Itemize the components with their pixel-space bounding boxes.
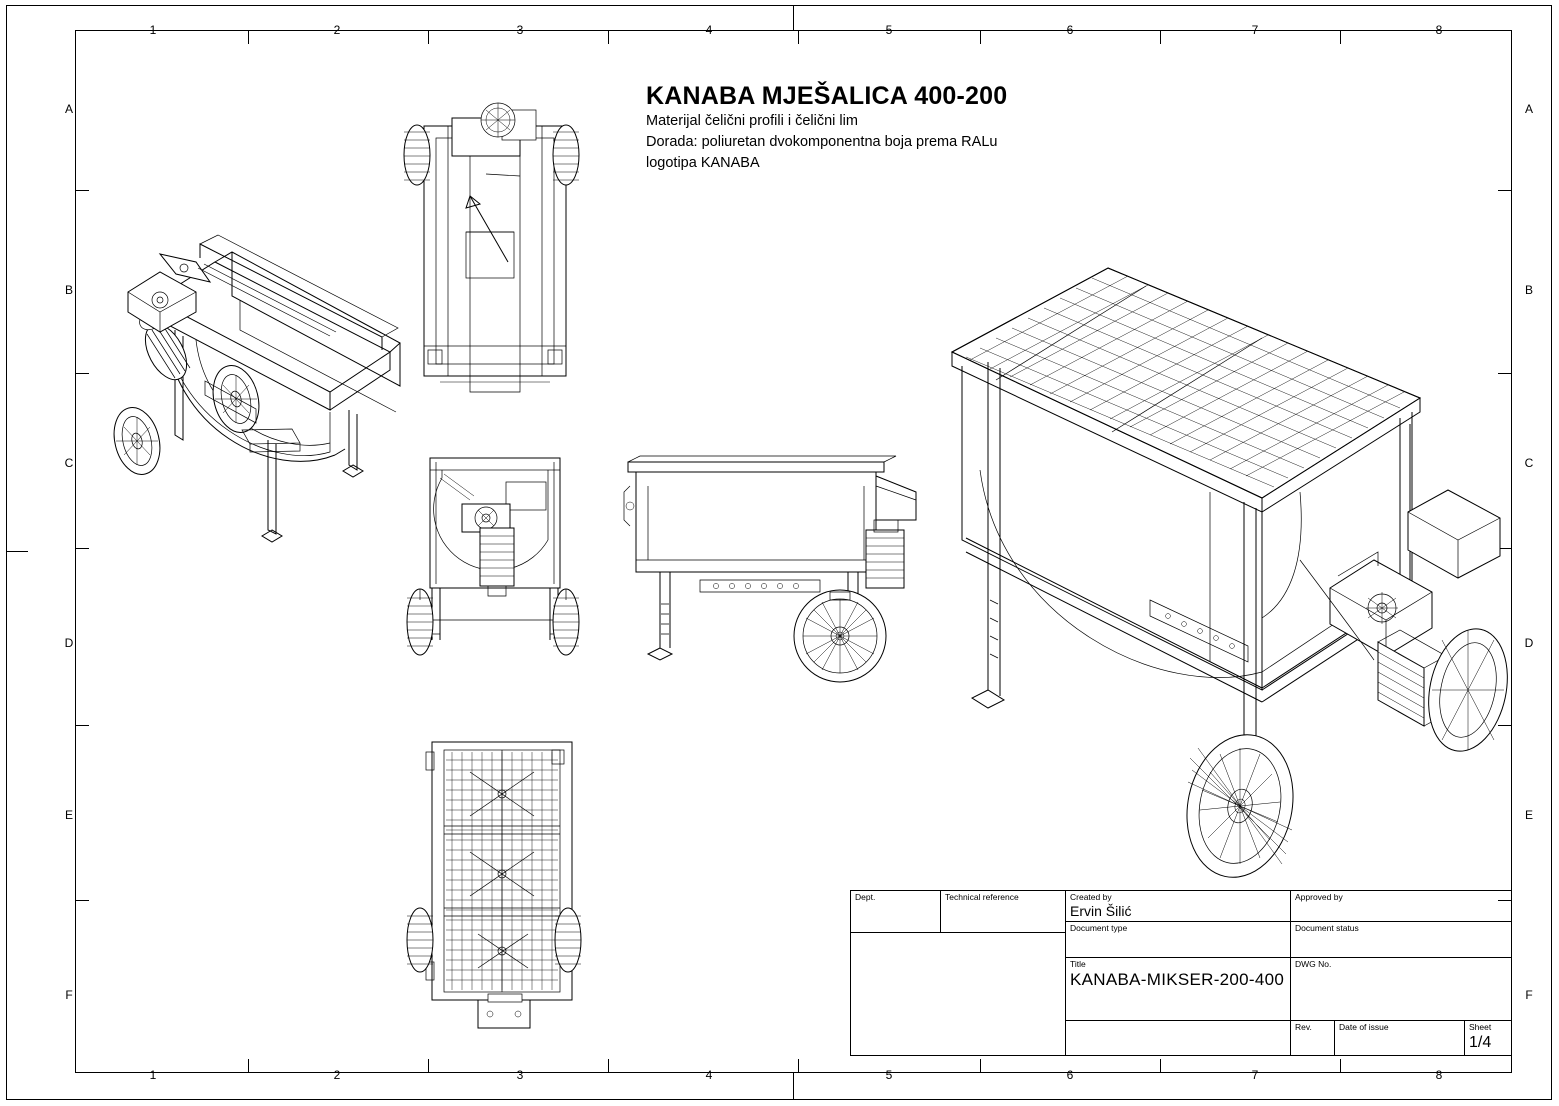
column-label-4-bottom: 4 bbox=[705, 1068, 713, 1082]
column-tick bbox=[1160, 30, 1161, 44]
title-block-document-type bbox=[1066, 922, 1291, 958]
row-tick bbox=[75, 373, 89, 374]
column-tick bbox=[980, 1059, 981, 1073]
row-label-d-right: D bbox=[1524, 636, 1534, 650]
row-label-b-right: B bbox=[1524, 283, 1533, 297]
column-label-8-bottom: 8 bbox=[1435, 1068, 1443, 1082]
column-tick bbox=[980, 30, 981, 44]
row-label-d: D bbox=[64, 636, 74, 650]
row-label-e-right: E bbox=[1524, 808, 1533, 822]
document-type-label: Document type bbox=[1070, 923, 1128, 933]
column-label-6: 6 bbox=[1066, 23, 1074, 37]
date-of-issue-label: Date of issue bbox=[1339, 1022, 1389, 1032]
sheet-value: 1/4 bbox=[1469, 1034, 1492, 1052]
technical-reference-label: Technical reference bbox=[945, 892, 1019, 902]
row-tick bbox=[1498, 373, 1512, 374]
title-block-rev bbox=[1291, 1021, 1335, 1056]
column-label-4: 4 bbox=[705, 23, 713, 37]
row-label-f: F bbox=[65, 988, 73, 1002]
column-tick bbox=[428, 1059, 429, 1073]
column-tick bbox=[608, 1059, 609, 1073]
title-block-dept bbox=[851, 891, 941, 933]
column-label-1-bottom: 1 bbox=[149, 1068, 157, 1082]
heading-block bbox=[646, 82, 1166, 174]
dwg-no-label: DWG No. bbox=[1295, 959, 1332, 969]
title-block-logo-area bbox=[851, 933, 1066, 1056]
title-label: Title bbox=[1070, 959, 1086, 969]
title-block-sheet bbox=[1465, 1021, 1512, 1056]
row-label-a: A bbox=[64, 102, 73, 116]
title-block-technical-reference bbox=[941, 891, 1066, 933]
column-label-5-bottom: 5 bbox=[885, 1068, 893, 1082]
row-tick bbox=[75, 725, 89, 726]
row-label-c: C bbox=[64, 456, 74, 470]
row-label-a-right: A bbox=[1524, 102, 1533, 116]
row-label-c-right: C bbox=[1524, 456, 1534, 470]
center-mark-right bbox=[1476, 551, 1498, 552]
column-tick bbox=[1340, 30, 1341, 44]
document-status-label: Document status bbox=[1295, 923, 1359, 933]
row-tick bbox=[1498, 725, 1512, 726]
row-label-b: B bbox=[64, 283, 73, 297]
column-label-7-bottom: 7 bbox=[1251, 1068, 1259, 1082]
row-tick bbox=[1498, 190, 1512, 191]
column-label-3: 3 bbox=[516, 23, 524, 37]
column-label-2-bottom: 2 bbox=[333, 1068, 341, 1082]
title-block-document-status bbox=[1291, 922, 1512, 958]
column-label-6-bottom: 6 bbox=[1066, 1068, 1074, 1082]
row-label-e: E bbox=[64, 808, 73, 822]
column-label-3-bottom: 3 bbox=[516, 1068, 524, 1082]
dept-label: Dept. bbox=[855, 892, 876, 902]
row-tick bbox=[1498, 548, 1512, 549]
column-label-1: 1 bbox=[149, 23, 157, 37]
row-tick bbox=[75, 548, 89, 549]
title-block-date-of-issue bbox=[1335, 1021, 1465, 1056]
column-tick bbox=[608, 30, 609, 44]
center-mark-left bbox=[6, 551, 28, 552]
column-tick bbox=[428, 30, 429, 44]
column-label-5: 5 bbox=[885, 23, 893, 37]
approved-by-label: Approved by bbox=[1295, 892, 1343, 902]
row-label-f-right: F bbox=[1525, 988, 1533, 1002]
heading-line-1: Materijal čelični profili i čelični lim bbox=[646, 113, 858, 129]
title-value: KANABA-MIKSER-200-400 bbox=[1070, 970, 1285, 990]
row-tick bbox=[75, 900, 89, 901]
created-by-value: Ervin Šilić bbox=[1070, 903, 1132, 920]
title-block-spacer bbox=[1066, 1021, 1291, 1056]
column-label-2: 2 bbox=[333, 23, 341, 37]
title-block-approved-by bbox=[1291, 891, 1512, 922]
row-tick bbox=[75, 190, 89, 191]
column-tick bbox=[1340, 1059, 1341, 1073]
title-block-dwg-no bbox=[1291, 958, 1512, 1021]
heading-line-2: Dorada: poliuretan dvokomponentna boja prema RALu bbox=[646, 134, 998, 151]
center-mark-bottom bbox=[793, 1073, 794, 1100]
column-tick bbox=[798, 1059, 799, 1073]
column-tick bbox=[248, 1059, 249, 1073]
column-tick bbox=[1160, 1059, 1161, 1073]
page-title: KANABA MJEŠALICA 400-200 bbox=[646, 82, 1008, 110]
column-tick bbox=[798, 30, 799, 44]
title-block-title bbox=[1066, 958, 1291, 1021]
created-by-label: Created by bbox=[1070, 892, 1112, 902]
column-tick bbox=[248, 30, 249, 44]
rev-label: Rev. bbox=[1295, 1022, 1312, 1032]
title-block bbox=[850, 890, 1512, 1056]
column-label-7: 7 bbox=[1251, 23, 1259, 37]
title-block-created-by bbox=[1066, 891, 1291, 922]
column-label-8: 8 bbox=[1435, 23, 1443, 37]
heading-line-3: logotipa KANABA bbox=[646, 155, 760, 172]
sheet-label: Sheet bbox=[1469, 1022, 1492, 1032]
center-mark-top bbox=[793, 5, 794, 30]
